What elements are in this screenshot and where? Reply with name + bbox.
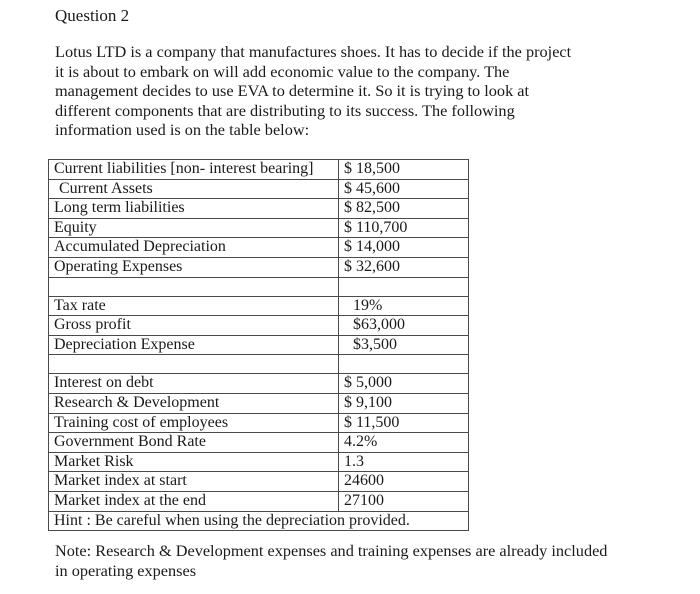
table-row [49,316,469,336]
row-label: Training cost of employees [49,413,339,433]
row-value: 1.3 [339,452,469,472]
row-value: 27100 [339,491,469,511]
empty-cell [49,277,339,296]
row-value: $ 5,000 [339,374,469,394]
table-row [49,179,469,199]
row-label: Tax rate [49,296,339,316]
hint-row [49,511,469,531]
financial-data-table [48,159,469,531]
row-value: 19% [339,296,469,316]
table-row [49,433,469,453]
row-label: Gross profit [49,316,339,336]
row-label: Market index at start [49,472,339,492]
table-row [49,257,469,277]
table-row [49,452,469,472]
row-label: Government Bond Rate [49,433,339,453]
empty-row [49,277,469,296]
empty-cell [339,355,469,374]
row-label: Equity [49,218,339,238]
question-title: Question 2 [55,6,130,25]
row-label: Long term liabilities [49,199,339,219]
row-label: Current Assets [49,179,339,199]
table-row [49,374,469,394]
row-label: Market index at the end [49,491,339,511]
table-row [49,296,469,316]
table-row [49,160,469,180]
row-label: Accumulated Depreciation [49,238,339,258]
row-value: $ 82,500 [339,199,469,219]
table-row [49,491,469,511]
row-value: 4.2% [339,433,469,453]
table-row [49,413,469,433]
table-row [49,199,469,219]
row-label: Current liabilities [non- interest bearing] [49,160,339,180]
row-value: $ 18,500 [339,160,469,180]
question-intro-paragraph: Lotus LTD is a company that manufactures shoes. It has to decide if the project it is about to embark on will add economic value to the company. The management decides to use EVA to determine it. So it is trying to look at different components that are distributing to its success. The following information used is on the table below: [55,42,572,139]
hint-text: Hint : Be careful when using the depreciation provided. [49,511,469,531]
row-value: $ 14,000 [339,238,469,258]
table-row [49,472,469,492]
row-label: Research & Development [49,393,339,413]
empty-cell [49,355,339,374]
note-paragraph: Note: Research & Development expenses and training expenses are already included in operating expenses [55,541,608,580]
row-label: Interest on debt [49,374,339,394]
table-row [49,238,469,258]
row-value: 24600 [339,472,469,492]
row-label: Operating Expenses [49,257,339,277]
table-row [49,218,469,238]
row-value: $63,000 [339,316,469,336]
row-label: Market Risk [49,452,339,472]
row-value: $3,500 [339,335,469,355]
empty-cell [339,277,469,296]
row-value: $ 110,700 [339,218,469,238]
row-value: $ 11,500 [339,413,469,433]
row-value: $ 32,600 [339,257,469,277]
table-row [49,393,469,413]
row-value: $ 9,100 [339,393,469,413]
row-value: $ 45,600 [339,179,469,199]
table-row [49,335,469,355]
empty-row [49,355,469,374]
row-label: Depreciation Expense [49,335,339,355]
